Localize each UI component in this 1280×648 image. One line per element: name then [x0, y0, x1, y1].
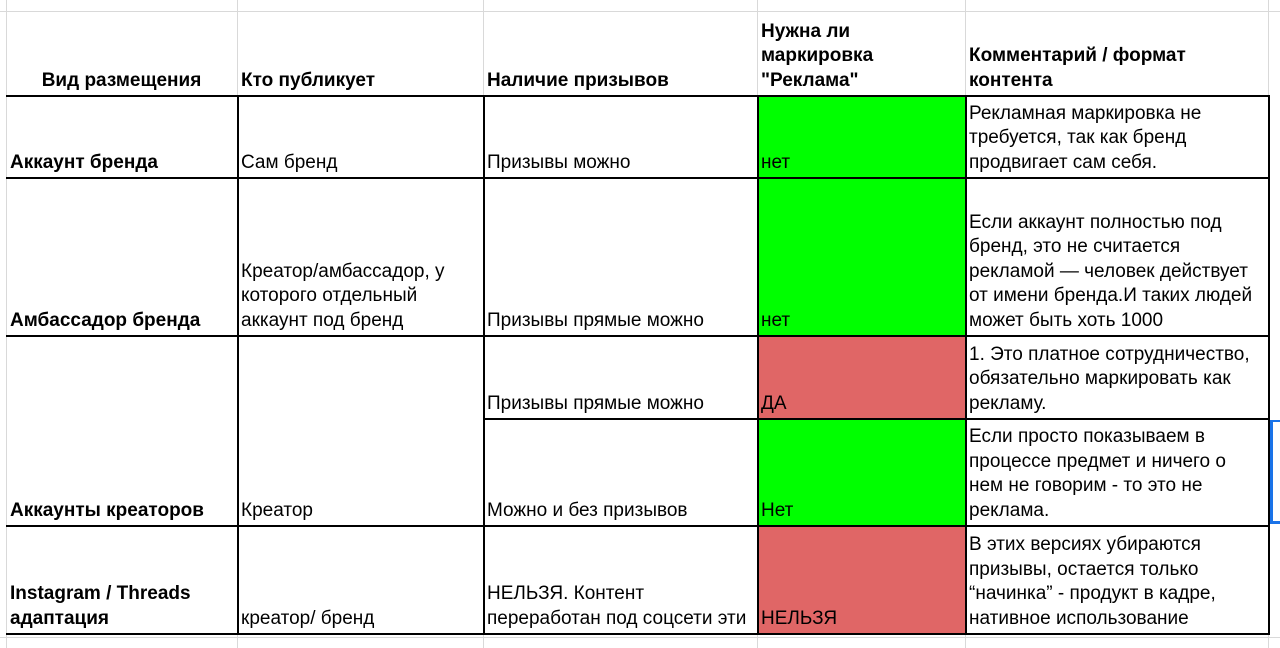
row4-type-cell[interactable] — [6, 526, 237, 634]
row4-calls-cell[interactable] — [483, 526, 757, 634]
row3b-label: Нет — [761, 499, 794, 521]
border-line — [483, 95, 485, 635]
row2-calls-cell[interactable] — [483, 178, 757, 336]
row2-label: нет — [761, 309, 791, 331]
header-cell-comment[interactable] — [965, 12, 1268, 96]
row2-type-cell[interactable] — [6, 178, 237, 336]
row3-type-cell[interactable] — [6, 336, 237, 526]
row4-calls: НЕЛЬЗЯ. Контент переработан под соцсети эти — [487, 583, 747, 629]
header-label-text: Нужна ли маркировка "Реклама" — [761, 20, 874, 91]
border-line — [6, 525, 1268, 527]
header-calls-text: Наличие призывов — [487, 69, 669, 91]
border-line — [1268, 95, 1270, 635]
border-line — [6, 633, 1268, 635]
row4-publisher-cell[interactable] — [237, 526, 483, 634]
header-cell-type[interactable] — [6, 12, 237, 96]
row4-publisher: креатор/ бренд — [241, 607, 375, 629]
border-line — [6, 95, 1268, 97]
border-line — [6, 335, 1268, 337]
row3b-calls-cell[interactable] — [483, 419, 757, 526]
row3-publisher: Креатор — [241, 499, 313, 521]
border-line — [757, 95, 759, 635]
row3a-label-cell[interactable] — [757, 336, 965, 419]
selection-border — [1270, 521, 1280, 524]
row2-publisher: Креатор/амбассадор, у которого отдельный аккаунт под бренд — [241, 260, 445, 331]
row3b-comment: Если просто показываем в процессе предмет и ничего о нем не говорим - то это не реклама. — [969, 426, 1226, 521]
header-cell-calls[interactable] — [483, 12, 757, 96]
border-line — [237, 95, 239, 635]
row3a-comment: 1. Это платное сотрудничество, обязательно маркировать как рекламу. — [969, 343, 1250, 414]
header-cell-publisher[interactable] — [237, 12, 483, 96]
row2-comment: Если аккаунт полностью под бренд, это не считается рекламой — человек действует от имени бренда.И таких людей может быть хоть 1000 — [969, 211, 1253, 331]
row3b-calls: Можно и без призывов — [487, 499, 688, 521]
row3-type: Аккаунты креаторов — [10, 499, 204, 521]
row1-comment-cell[interactable] — [965, 96, 1268, 178]
row3b-label-cell[interactable] — [757, 419, 965, 526]
border-line — [6, 177, 1268, 179]
row4-type: Instagram / Threads адаптация — [10, 583, 191, 629]
row4-label: НЕЛЬЗЯ — [761, 607, 838, 629]
row1-calls-cell[interactable] — [483, 96, 757, 178]
header-type-text: Вид размещения — [41, 69, 202, 91]
row4-label-cell[interactable] — [757, 526, 965, 634]
row2-type: Амбассадор бренда — [10, 309, 201, 331]
row3b-comment-cell[interactable] — [965, 419, 1268, 526]
row4-comment-cell[interactable] — [965, 526, 1268, 634]
selection-border — [1270, 420, 1273, 524]
gridline — [0, 637, 1280, 638]
row2-label-cell[interactable] — [757, 178, 965, 336]
row1-calls: Призывы можно — [487, 151, 631, 173]
row1-type: Аккаунт бренда — [10, 151, 158, 173]
row1-comment: Рекламная маркировка не требуется, так как бренд продвигает сам себя. — [969, 102, 1202, 173]
row3a-label: ДА — [761, 392, 787, 414]
header-publisher-text: Кто публикует — [241, 69, 376, 91]
row1-publisher: Сам бренд — [241, 151, 338, 173]
row1-label: нет — [761, 151, 791, 173]
row1-publisher-cell[interactable] — [237, 96, 483, 178]
selection-border — [1270, 420, 1280, 422]
row3a-calls: Призывы прямые можно — [487, 392, 704, 414]
header-comment-text: Комментарий / формат контента — [969, 45, 1186, 91]
row2-comment-cell[interactable] — [965, 178, 1268, 336]
row1-type-cell[interactable] — [6, 96, 237, 178]
row1-label-cell[interactable] — [757, 96, 965, 178]
row3-publisher-cell[interactable] — [237, 336, 483, 526]
row3a-calls-cell[interactable] — [483, 336, 757, 419]
row4-comment: В этих версиях убираются призывы, остается только “начинка” - продукт в кадре, нативное использование — [969, 534, 1216, 629]
header-cell-label[interactable] — [757, 12, 965, 96]
row2-publisher-cell[interactable] — [237, 178, 483, 336]
border-line — [965, 95, 967, 635]
border-line — [483, 418, 1268, 420]
row3a-comment-cell[interactable] — [965, 336, 1268, 419]
row2-calls: Призывы прямые можно — [487, 309, 704, 331]
